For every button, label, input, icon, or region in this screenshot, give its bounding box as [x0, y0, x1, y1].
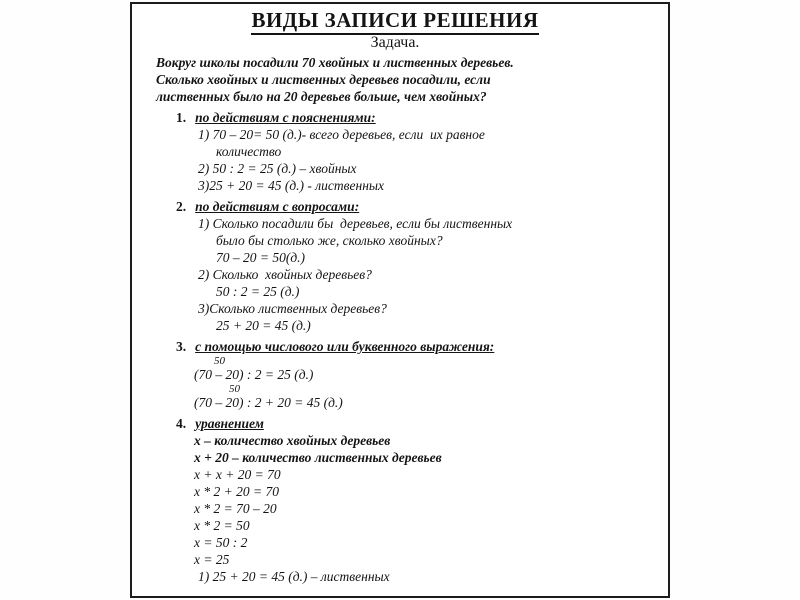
solution-line: 70 – 20 = 50(д.) — [216, 250, 306, 265]
equation-line: х = 50 : 2 — [194, 535, 248, 550]
solution-line: (70 – 20) : 2 + 20 = 45 (д.) — [194, 395, 343, 410]
problem-line: Сколько хвойных и лиственных деревьев посадили, если — [156, 72, 491, 87]
section-number: 3. — [176, 339, 187, 354]
section-number: 1. — [176, 110, 187, 125]
solution-line: 3)25 + 20 = 45 (д.) - лиственных — [198, 178, 385, 193]
problem-line: лиственных было на 20 деревьев больше, чем хвойных? — [156, 89, 487, 104]
section-heading: по действиям с пояснениями: — [195, 110, 376, 125]
solution-line: 1) Сколько посадили бы деревьев, если бы лиственных — [198, 216, 513, 231]
document-frame — [130, 2, 670, 598]
solution-line: 1) 70 – 20= 50 (д.)- всего деревьев, если их равное — [198, 127, 485, 142]
page-title-text: ВИДЫ ЗАПИСИ РЕШЕНИЯ — [251, 8, 538, 35]
section-heading-row — [132, 338, 658, 355]
intermediate-value-label: 50 — [229, 383, 240, 395]
section-heading-row — [132, 198, 658, 215]
section-heading-row — [132, 109, 658, 126]
equation-line: х * 2 + 20 = 70 — [194, 484, 279, 499]
equation-line: х + х + 20 = 70 — [194, 467, 281, 482]
section-actions-with-explanations — [132, 109, 658, 194]
solution-line: 2) 50 : 2 = 25 (д.) – хвойных — [198, 161, 357, 176]
section-heading: уравнением — [195, 416, 264, 431]
solution-line: было бы столько же, сколько хвойных? — [216, 233, 443, 248]
variable-definition-line: х + 20 – количество лиственных деревьев — [194, 450, 442, 465]
solution-line: 3)Сколько лиственных деревьев? — [198, 301, 387, 316]
section-heading-row — [132, 415, 658, 432]
solution-line: количество — [216, 144, 282, 159]
section-numeric-or-letter-expression — [132, 338, 658, 411]
solution-line: 2) Сколько хвойных деревьев? — [198, 267, 372, 282]
section-heading: с помощью числового или буквенного выражения: — [195, 339, 495, 354]
problem-statement — [132, 54, 658, 105]
solution-line: 25 + 20 = 45 (д.) — [216, 318, 311, 333]
subtitle: Задача. — [370, 34, 420, 51]
equation-line: х = 25 — [194, 552, 230, 567]
solution-line: (70 – 20) : 2 = 25 (д.) — [194, 367, 314, 382]
section-number: 2. — [176, 199, 187, 214]
section-number: 4. — [176, 416, 187, 431]
equation-line: х * 2 = 50 — [194, 518, 250, 533]
section-heading: по действиям с вопросами: — [195, 199, 360, 214]
variable-definition-line: х – количество хвойных деревьев — [194, 433, 391, 448]
solution-line: 1) 25 + 20 = 45 (д.) – лиственных — [198, 569, 390, 584]
problem-line: Вокруг школы посадили 70 хвойных и лиственных деревьев. — [156, 55, 514, 70]
page-title — [132, 8, 658, 32]
section-equation — [132, 415, 658, 585]
intermediate-value-label: 50 — [214, 355, 225, 367]
section-actions-with-questions — [132, 198, 658, 334]
solution-line: 50 : 2 = 25 (д.) — [216, 284, 300, 299]
equation-line: х * 2 = 70 – 20 — [194, 501, 277, 516]
